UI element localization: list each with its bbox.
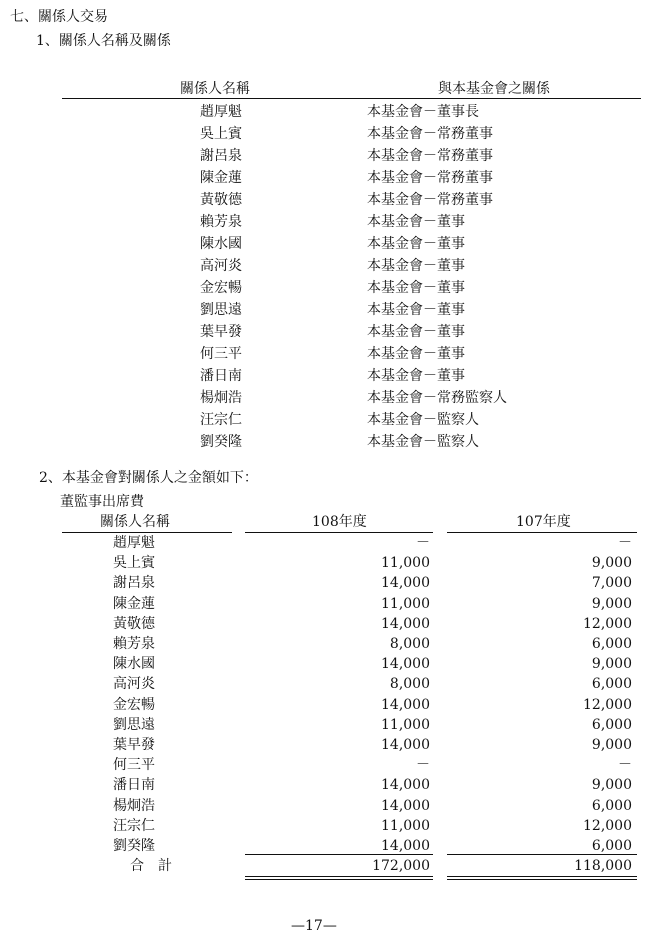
amt-row-y2: 9,000 (591, 555, 632, 571)
amt-row-y1: 14,000 (381, 697, 430, 713)
amt-row-y2: 6,000 (591, 717, 632, 733)
amt-row-name: 汪宗仁 (113, 818, 155, 834)
amt-row-y1: 8,000 (389, 676, 430, 692)
amt-row-name: 金宏暢 (113, 697, 155, 713)
amt-row-y2: 6,000 (591, 838, 632, 854)
total-y1: 172,000 (372, 858, 430, 874)
rel-header-rule (62, 98, 641, 99)
page-number: —17— (291, 918, 337, 934)
amt-row-y1: 8,000 (389, 636, 430, 652)
amt-header-rule-y2 (447, 532, 637, 533)
total-double-rule-y1-a (245, 876, 433, 877)
rel-row-relation: 本基金會－常務董事 (367, 170, 493, 186)
total-label: 合 計 (130, 858, 172, 874)
amt-row-name: 葉早發 (113, 737, 155, 753)
amt-row-y1: 14,000 (381, 798, 430, 814)
rel-row-relation: 本基金會－董事 (367, 236, 465, 252)
amt-col-y1-header: 108年度 (312, 514, 367, 530)
amt-header-rule-name (62, 532, 232, 533)
rel-row-name: 汪宗仁 (200, 412, 242, 428)
rel-row-name: 何三平 (200, 346, 242, 362)
amt-row-y2: 9,000 (591, 656, 632, 672)
rel-row-relation: 本基金會－常務董事 (367, 126, 493, 142)
rel-row-name: 趙厚魁 (200, 104, 242, 120)
amt-row-y2: 12,000 (583, 818, 632, 834)
amt-row-y2: 6,000 (591, 676, 632, 692)
total-double-rule-y2-b (447, 879, 637, 880)
rel-row-relation: 本基金會－常務董事 (367, 192, 493, 208)
total-double-rule-y1-b (245, 879, 433, 880)
amt-row-name: 潘日南 (113, 777, 155, 793)
rel-row-relation: 本基金會－董事 (367, 302, 465, 318)
amt-row-y2: － (618, 535, 632, 551)
rel-row-name: 吳上賓 (200, 126, 242, 142)
rel-row-relation: 本基金會－董事 (367, 214, 465, 230)
amt-col-name-header: 關係人名稱 (100, 514, 170, 530)
amt-col-y2-header: 107年度 (516, 514, 571, 530)
amt-row-name: 賴芳泉 (113, 636, 155, 652)
amt-row-y2: 9,000 (591, 777, 632, 793)
amt-row-y1: － (416, 535, 430, 551)
amt-row-name: 陳水國 (113, 656, 155, 672)
amt-row-name: 黃敬德 (113, 616, 155, 632)
amt-row-y1: 14,000 (381, 777, 430, 793)
rel-row-name: 潘日南 (200, 368, 242, 384)
rel-row-name: 劉思遠 (200, 302, 242, 318)
rel-row-name: 葉早發 (200, 324, 242, 340)
amt-row-y1: － (416, 757, 430, 773)
rel-row-relation: 本基金會－董事 (367, 324, 465, 340)
rel-row-name: 高河炎 (200, 258, 242, 274)
amt-row-y2: 12,000 (583, 697, 632, 713)
amt-row-name: 楊炯浩 (113, 798, 155, 814)
rel-row-relation: 本基金會－常務董事 (367, 148, 493, 164)
amt-row-name: 劉癸隆 (113, 838, 155, 854)
sub1-heading: 1、關係人名稱及關係 (36, 33, 171, 49)
amt-row-y1: 11,000 (381, 717, 430, 733)
sub2-heading: 2、本基金會對關係人之金額如下： (39, 470, 258, 486)
rel-row-relation: 本基金會－監察人 (367, 412, 479, 428)
amt-row-name: 吳上賓 (113, 555, 155, 571)
amt-row-y1: 14,000 (381, 838, 430, 854)
rel-row-name: 謝呂泉 (200, 148, 242, 164)
amt-row-y1: 14,000 (381, 616, 430, 632)
rel-row-name: 金宏暢 (200, 280, 242, 296)
section-heading: 七、關係人交易 (10, 9, 108, 25)
rel-row-name: 黃敬德 (200, 192, 242, 208)
rel-row-relation: 本基金會－常務監察人 (367, 390, 507, 406)
amt-row-y1: 11,000 (381, 555, 430, 571)
amt-row-y2: 9,000 (591, 737, 632, 753)
rel-row-name: 陳金蓮 (200, 170, 242, 186)
sub2-caption: 董監事出席費 (60, 494, 144, 510)
rel-row-name: 劉癸隆 (200, 434, 242, 450)
rel-row-relation: 本基金會－董事長 (367, 104, 479, 120)
amt-row-y2: 6,000 (591, 636, 632, 652)
amt-row-y2: 12,000 (583, 616, 632, 632)
total-top-rule-y2 (447, 854, 637, 855)
amt-row-y1: 14,000 (381, 575, 430, 591)
amt-row-y2: 9,000 (591, 596, 632, 612)
amt-row-name: 劉思遠 (113, 717, 155, 733)
rel-row-relation: 本基金會－董事 (367, 368, 465, 384)
total-y2: 118,000 (574, 858, 632, 874)
rel-row-relation: 本基金會－監察人 (367, 434, 479, 450)
rel-row-name: 楊炯浩 (200, 390, 242, 406)
rel-row-relation: 本基金會－董事 (367, 258, 465, 274)
rel-row-name: 賴芳泉 (200, 214, 242, 230)
amt-row-y2: 7,000 (591, 575, 632, 591)
amt-row-name: 高河炎 (113, 676, 155, 692)
amt-row-y1: 14,000 (381, 656, 430, 672)
total-double-rule-y2-a (447, 876, 637, 877)
amt-row-y1: 11,000 (381, 596, 430, 612)
amt-row-name: 趙厚魁 (113, 535, 155, 551)
rel-col-relation-header: 與本基金會之關係 (438, 81, 550, 97)
amt-row-y1: 14,000 (381, 737, 430, 753)
amt-row-name: 謝呂泉 (113, 575, 155, 591)
rel-row-relation: 本基金會－董事 (367, 346, 465, 362)
amt-row-y2: － (618, 757, 632, 773)
amt-row-name: 何三平 (113, 757, 155, 773)
amt-row-y2: 6,000 (591, 798, 632, 814)
amt-row-name: 陳金蓮 (113, 596, 155, 612)
rel-row-name: 陳水國 (200, 236, 242, 252)
amt-row-y1: 11,000 (381, 818, 430, 834)
rel-row-relation: 本基金會－董事 (367, 280, 465, 296)
rel-col-name-header: 關係人名稱 (180, 81, 250, 97)
total-top-rule-y1 (245, 854, 433, 855)
amt-header-rule-y1 (245, 532, 433, 533)
